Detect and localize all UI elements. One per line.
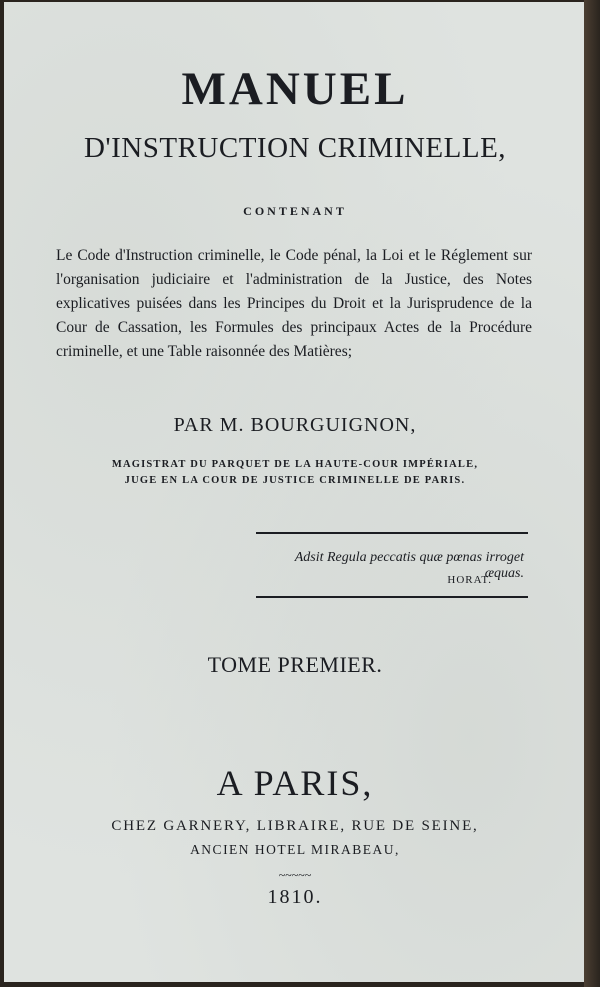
epigraph-top-rule	[256, 532, 528, 534]
book-title: MANUEL	[181, 63, 409, 115]
publication-city: A PARIS,	[216, 763, 374, 803]
book-spine-edge	[584, 0, 600, 987]
author-line: PAR M. BOURGUIGNON,	[173, 414, 417, 436]
publisher-line: CHEZ GARNERY, LIBRAIRE, RUE DE SEINE,	[111, 818, 479, 834]
author-role-line-1: MAGISTRAT DU PARQUET DE LA HAUTE-COUR IMPÉRIALE,	[111, 459, 479, 470]
book-subtitle: D'INSTRUCTION CRIMINELLE,	[83, 132, 507, 164]
publisher-address: ANCIEN HOTEL MIRABEAU,	[190, 842, 400, 857]
epigraph-text: Adsit Regula peccatis quæ pœnas irroget æquas.	[294, 550, 524, 581]
epigraph-source: HORAT.	[447, 574, 492, 586]
epigraph-bottom-rule	[256, 596, 528, 598]
contents-intro: CONTENANT	[243, 204, 347, 218]
title-page	[4, 2, 586, 982]
author-role	[4, 457, 586, 489]
book-description: Le Code d'Instruction criminelle, le Code pénal, la Loi et le Réglement sur l'organisation judiciaire et l'administration de la Justice, des Notes explicatives puisées dans les Principes du Droit et la Jurisprudence de la Cour de Cassation, les Formules des principaux Actes de la Procédure criminelle, et une Table raisonnée des Matières;	[56, 247, 532, 360]
publication-year: 1810.	[267, 886, 323, 908]
volume-label: TOME PREMIER.	[207, 652, 383, 677]
author-role-line-2: JUGE EN LA COUR DE JUSTICE CRIMINELLE DE PARIS.	[124, 475, 466, 486]
ornament-divider: ~~~~~	[278, 868, 312, 882]
